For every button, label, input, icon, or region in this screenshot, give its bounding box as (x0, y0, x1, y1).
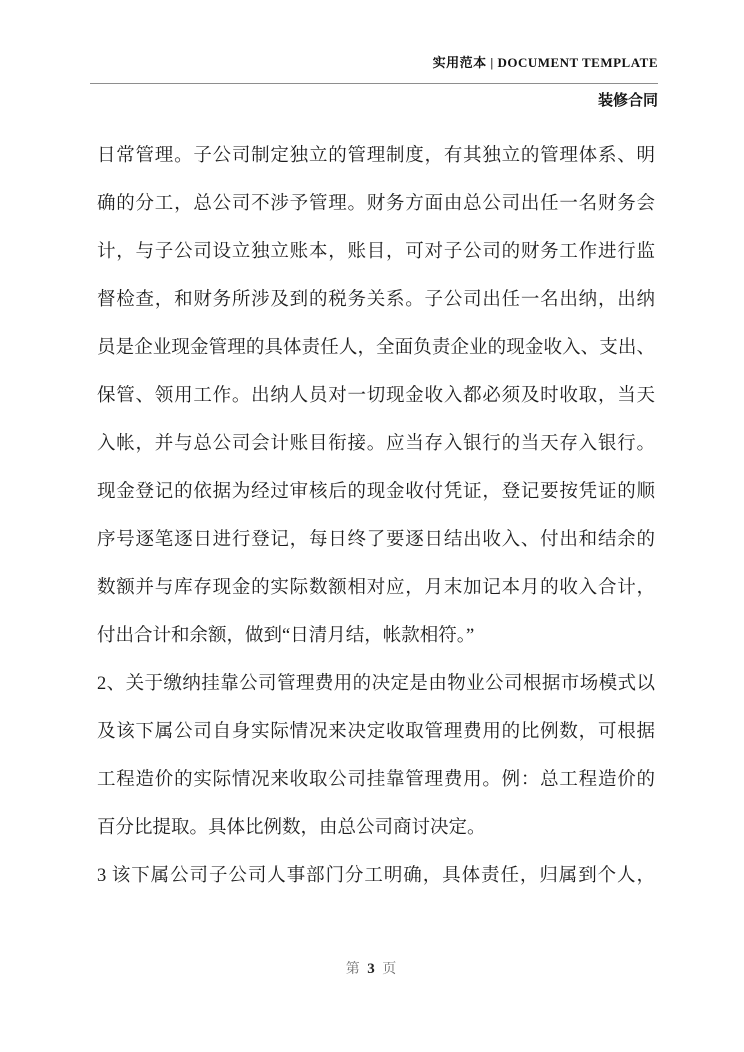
header-rule (90, 83, 658, 84)
body-line: 确的分工，总公司不涉予管理。财务方面由总公司出任一名财务会 (97, 194, 655, 214)
body-line: 计，与子公司设立独立账本，账目，可对子公司的财务工作进行监 (97, 242, 655, 262)
page-footer-prefix: 第 (345, 962, 362, 977)
body-line: 及该下属公司自身实际情况来决定收取管理费用的比例数，可根据 (97, 722, 655, 742)
body-line: 工程造价的实际情况来收取公司挂靠管理费用。例：总工程造价的 (97, 770, 655, 790)
body-line: 数额并与库存现金的实际数额相对应，月末加记本月的收入合计， (97, 578, 655, 598)
body-line: 百分比提取。具体比例数，由总公司商讨决定。 (97, 818, 486, 838)
body-line: 督检查，和财务所涉及到的税务关系。子公司出任一名出纳，出纳 (97, 290, 655, 310)
body-line: 日常管理。子公司制定独立的管理制度，有其独立的管理体系、明 (97, 146, 655, 166)
body-line: 3 该下属公司子公司人事部门分工明确，具体责任，归属到个人， (97, 866, 655, 886)
doc-title: 装修合同 (597, 93, 658, 109)
header-brand: 实用范本 | DOCUMENT TEMPLATE (432, 55, 658, 70)
body-line: 入帐，并与总公司会计账目衔接。应当存入银行的当天存入银行。 (97, 434, 655, 454)
document-body (97, 132, 655, 900)
body-line: 序号逐笔逐日进行登记，每日终了要逐日结出收入、付出和结余的 (97, 530, 655, 550)
body-line: 保管、领用工作。出纳人员对一切现金收入都必须及时收取，当天 (97, 386, 655, 406)
body-line: 2、关于缴纳挂靠公司管理费用的决定是由物业公司根据市场模式以 (97, 674, 655, 694)
page-footer-suffix: 页 (382, 962, 399, 977)
page-footer (0, 958, 744, 978)
body-line: 现金登记的依据为经过审核后的现金收付凭证，登记要按凭证的顺 (97, 482, 655, 502)
body-line: 付出合计和余额，做到“日清月结，帐款相符。” (97, 626, 475, 646)
page-number: 3 (367, 961, 377, 977)
body-line: 员是企业现金管理的具体责任人，全面负责企业的现金收入、支出、 (97, 338, 655, 358)
